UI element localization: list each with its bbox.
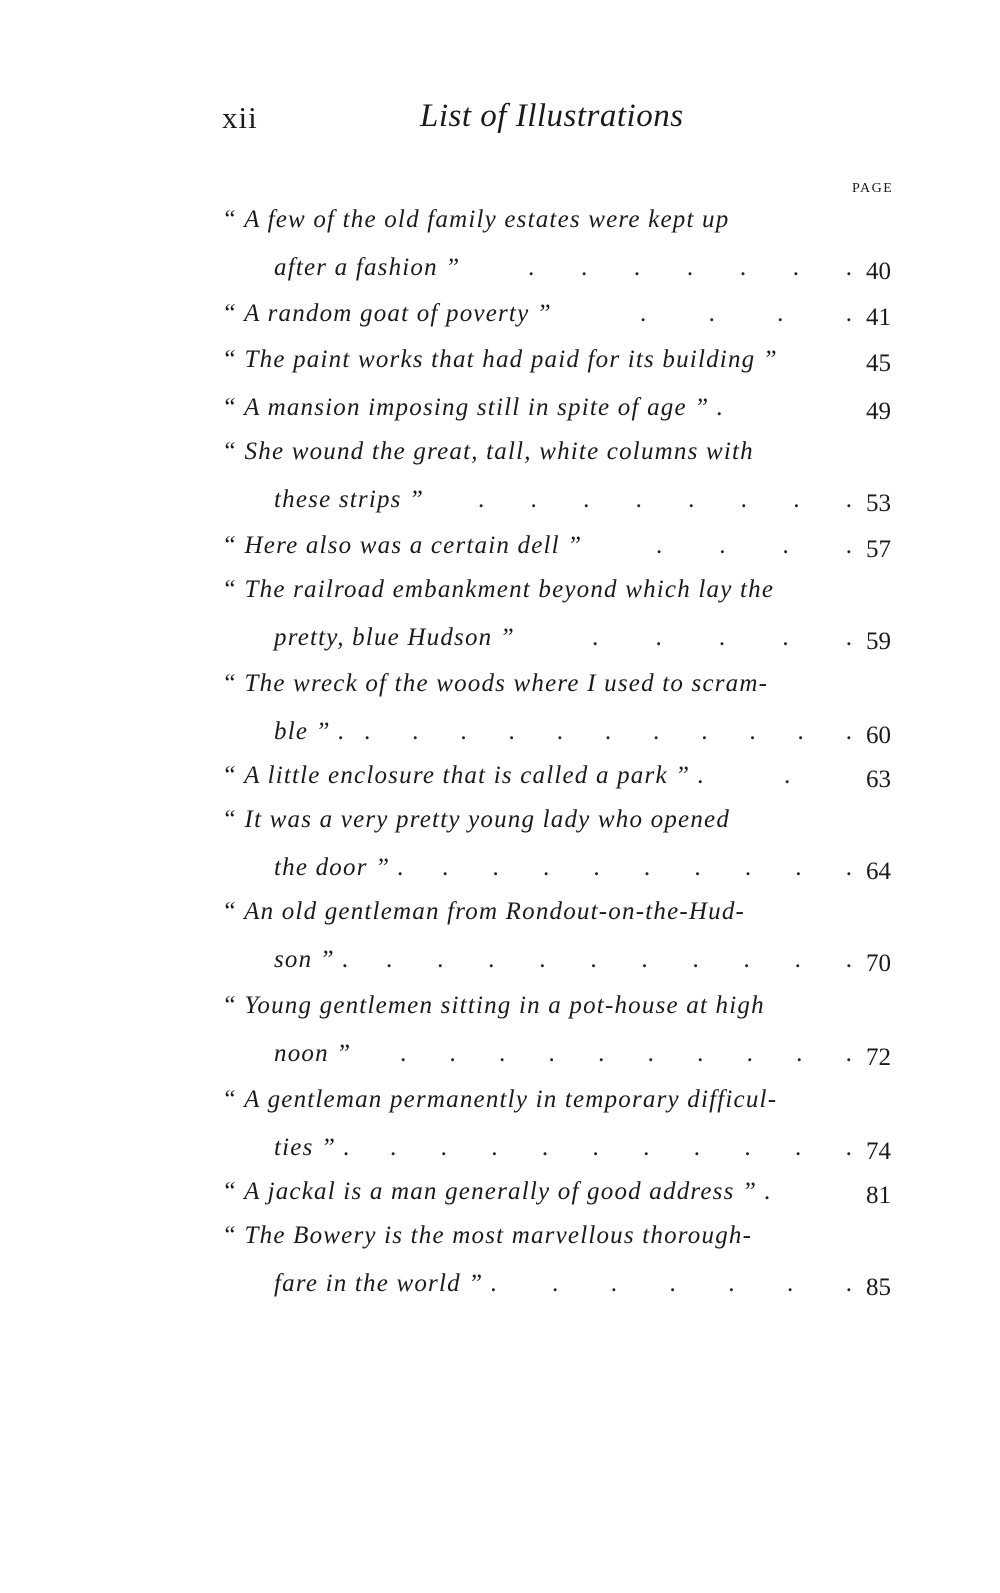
dot-leader: . . . . . . .	[528, 254, 852, 281]
entry-page-number: 53	[866, 490, 891, 517]
entry-page-number: 45	[866, 350, 891, 377]
entry-caption: “ A mansion imposing still in spite of age ” .	[222, 394, 725, 421]
entry-page-number: 74	[866, 1138, 891, 1165]
entry-caption-continued: these strips ”	[274, 486, 425, 513]
entry-page-number: 60	[866, 722, 891, 749]
dot-leader: . . . . .	[592, 624, 852, 651]
entry-caption: “ An old gentleman from Rondout-on-the-Hud-	[222, 898, 746, 925]
entry-caption: “ The wreck of the woods where I used to scram-	[222, 670, 769, 697]
dot-leader: . . . . . . . . . .	[390, 1134, 852, 1161]
entry-caption: “ Here also was a certain dell ”	[222, 532, 583, 559]
dot-leader: . . . . . . . . .	[442, 854, 852, 881]
entry-page-number: 59	[866, 628, 891, 655]
entry-page-number: 41	[866, 304, 891, 331]
dot-leader: . . . .	[656, 532, 852, 559]
entry-page-number: 85	[866, 1274, 891, 1301]
page-column-label: PAGE	[852, 181, 894, 196]
entry-caption: “ She wound the great, tall, white columns with	[222, 438, 754, 465]
entry-caption-continued: son ” .	[274, 946, 350, 973]
entry-caption-continued: pretty, blue Hudson ”	[274, 624, 515, 651]
entry-caption-continued: fare in the world ” .	[274, 1270, 499, 1297]
dot-leader: . . . . . .	[552, 1270, 852, 1297]
entry-caption: “ A gentleman permanently in temporary difficul-	[222, 1086, 778, 1113]
entry-caption: “ The paint works that had paid for its building ”	[222, 346, 778, 373]
entry-caption: “ Young gentlemen sitting in a pot-house at high	[222, 992, 765, 1019]
entry-page-number: 81	[866, 1182, 891, 1209]
dot-leader: . . . .	[640, 300, 852, 327]
dot-leader: . . . . . . . . . . .	[364, 718, 852, 745]
running-head: List of Illustrations	[420, 98, 684, 134]
entry-caption: “ A random goat of poverty ”	[222, 300, 552, 327]
dot-leader: . . . . . . . .	[478, 486, 852, 513]
entry-caption-continued: ble ” .	[274, 718, 346, 745]
entry-caption: “ A little enclosure that is called a park ” .	[222, 762, 706, 789]
entry-caption: “ A jackal is a man generally of good address ” .	[222, 1178, 772, 1205]
entry-page-number: 72	[866, 1044, 891, 1071]
entry-page-number: 57	[866, 536, 891, 563]
entry-caption-continued: noon ”	[274, 1040, 352, 1067]
dot-leader: .	[784, 762, 791, 789]
dot-leader: . . . . . . . . . .	[386, 946, 852, 973]
entry-page-number: 40	[866, 258, 891, 285]
entry-caption-continued: the door ” .	[274, 854, 406, 881]
entry-page-number: 64	[866, 858, 891, 885]
entry-page-number: 49	[866, 398, 891, 425]
entry-caption: “ The railroad embankment beyond which lay the	[222, 576, 775, 603]
entry-page-number: 70	[866, 950, 891, 977]
entry-caption-continued: ties ” .	[274, 1134, 351, 1161]
entry-caption-continued: after a fashion ”	[274, 254, 461, 281]
page-number: xii	[222, 100, 258, 135]
entry-caption: “ It was a very pretty young lady who opened	[222, 806, 731, 833]
entry-page-number: 63	[866, 766, 891, 793]
entry-caption: “ A few of the old family estates were kept up	[222, 206, 730, 233]
dot-leader: . . . . . . . . . .	[400, 1040, 852, 1067]
entry-caption: “ The Bowery is the most marvellous thorough-	[222, 1222, 753, 1249]
